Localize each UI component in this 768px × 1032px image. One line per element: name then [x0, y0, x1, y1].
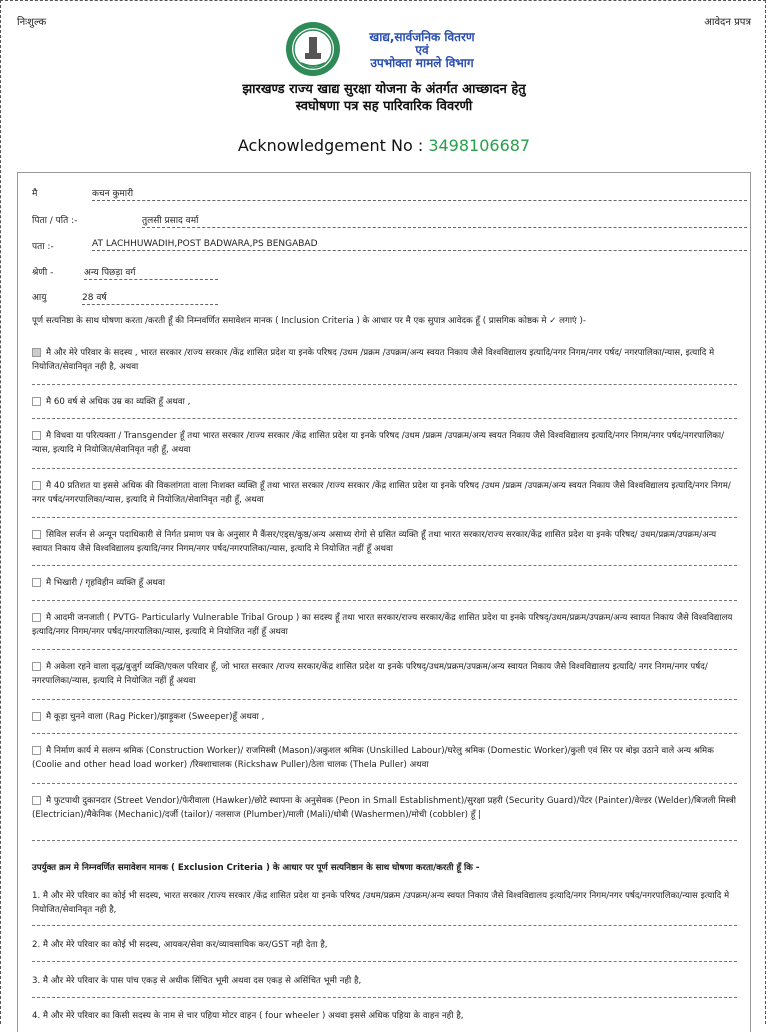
- father-label: पिता / पति :-: [32, 216, 78, 226]
- dashed-separator: [32, 997, 737, 998]
- exclusion-item: 2. मै और मेरे परिवार का कोई भी सदस्य, आयकर/सेवा कर/व्यावसायिक कर/GST नही देता है,: [32, 940, 328, 950]
- dept-line-3: उपभोक्ता मामले विभाग: [370, 56, 474, 70]
- inclusion-item-text: मै और मेरे परिवार के सदस्य , भारत सरकार /राज्य सरकार /केंद्र शासित प्रदेश या इनके परिषद /उधम /प्रक्रम /उपक्रम/अन्य स्वयत निकाय जैसे विश्वविद्यालय इत्यादि/नगर निगम/नगर पर्षद/ नगरपालिका/न्यास, इत्यादि मे नियोजित/सेवानिवृत नही है, अथवा: [32, 348, 715, 372]
- free-label: निःशुल्क: [17, 17, 47, 28]
- category-field[interactable]: अन्य पिछड़ा वर्ग: [84, 265, 218, 280]
- inclusion-item: [32, 429, 737, 457]
- address-field[interactable]: AT LACHHUWADIH,POST BADWARA,PS BENGABAD: [92, 239, 747, 251]
- inclusion-item-text: मै 40 प्रतिशत या इससे अधिक की विकलांगता वाला निःशक्त व्यक्ति हूँ तथा भारत सरकार /राज्य सरकार /केंद्र शासित प्रदेश या इनके परिषद /उधम /प्रक्रम /उपक्रम/अन्य स्वयत निकाय जैसे विश्वविद्यालय इत्यादि/नगर निगम/नगर पर्षद/नगरपालिका/न्यास, इत्यादि मे नियोजित/सेवानिवृत नही हूँ, अथवा: [32, 481, 731, 505]
- inclusion-item-text: मै फुटपाथी दुकानदार (Street Vendor)/फेरीवाला (Hawker)/छोटे स्थापना के अनुसेवक (Peon in Small Establishment)/सुरक्षा प्रहरी (Security Guard)/पेंटर (Painter)/वेल्डर (Welder)/बिजली मिस्त्री (Electrician)/मैकेनिक (Mechanic)/दर्जी (tailor)/ नलसाज (Plumber)/माली (Mali)/धोबी (Washermen)/मोची (cobbler) हूँ |: [32, 796, 736, 820]
- dashed-separator: [32, 468, 737, 469]
- acknowledgement: [1, 136, 767, 155]
- inclusion-intro: पूर्ण सत्यनिष्ठा के साथ घोषणा करता /करती हूँ की निम्नवर्णित समावेशन मानक ( Inclusion Criteria ) के आधार पर मै एक सुपात्र आवेदक हूँ ( प्रासगिक कोष्ठक मे ✓ लगाएं )-: [32, 316, 586, 326]
- dashed-separator: [32, 649, 737, 650]
- form-type-label: आवेदन प्रपत्र: [704, 17, 751, 28]
- name-field[interactable]: कचन कुमारी: [92, 186, 747, 201]
- father-field[interactable]: तुलसी प्रसाद वर्मा: [142, 213, 747, 228]
- inclusion-checkbox[interactable]: [32, 481, 41, 490]
- address-label: पता :-: [32, 242, 54, 252]
- inclusion-checkbox[interactable]: [32, 746, 41, 755]
- inclusion-item: [32, 794, 737, 822]
- inclusion-item-text: मै 60 वर्ष से अधिक उम्र का व्यक्ति हूँ अथवा ,: [46, 397, 191, 407]
- dashed-separator: [32, 517, 737, 518]
- inclusion-checkbox[interactable]: [32, 578, 41, 587]
- ack-label: Acknowledgement No :: [237, 136, 429, 155]
- inclusion-item-text: मै विधवा या परित्यक्ता / Transgender हूँ तथा भारत सरकार /राज्य सरकार /केंद्र शासित प्रदेश या इनके परिषद /उधम /प्रक्रम /उपक्रम/अन्य स्वयत निकाय जैसे विश्वविद्यालय इत्यादि/नगर निगम/नगर पर्षद/नगरपालिका/न्यास, इत्यादि मे नियोजित/सेवानिवृत नही हूँ, अथवा: [32, 431, 725, 455]
- category-label: श्रेणी -: [32, 268, 54, 278]
- inclusion-checkbox[interactable]: [32, 712, 41, 721]
- age-label: आयु: [32, 293, 47, 303]
- age-field[interactable]: 28 वर्ष: [82, 290, 218, 305]
- inclusion-item-text: मै कूड़ा चुनने वाला (Rag Picker)/झाड़ूकश (Sweeper)हूँ अथवा ,: [46, 712, 265, 722]
- department-name: [347, 31, 497, 70]
- inclusion-item: [32, 528, 737, 556]
- inclusion-item: [32, 744, 737, 772]
- inclusion-item-text: सिविल सर्जन से अन्यून पदाधिकारी से निर्गत प्रमाण पत्र के अनुसार मै कैंसर/एड्स/कुष्ठ/अन्य असाध्य रोगो से ग्रसित व्यक्ति हूँ तथा भारत सरकार/राज्य सरकार/केंद्र शासित प्रदेश या इनके परिषद/ उधम/प्रक्रम/उपक्रम/अन्य स्वायत निकाय जैसे विश्वविद्यालय इत्यादि/नगर निगम/नगर पर्षद/नगरपालिका/न्यास, इत्यादि मे नियोजित नहीं हूँ अथवा: [32, 530, 717, 554]
- form-title-line-1: झारखण्ड राज्य खाद्य सुरक्षा योजना के अंतर्गत आच्छादन हेतु: [242, 82, 526, 97]
- inclusion-item: [32, 479, 737, 507]
- dept-line-2: एवं: [415, 43, 429, 57]
- jharkhand-emblem-icon: [285, 21, 341, 77]
- dashed-separator: [32, 384, 737, 385]
- dashed-separator: [32, 840, 737, 841]
- exclusion-item: 4. मै और मेरे परिवार का किसी सदस्य के नाम से चार पहिया मोटर वाहन ( four wheeler ) अथवा इससे अधिक पहिया के वाहन नही है,: [32, 1011, 464, 1021]
- inclusion-item-text: मै अकेला रहने वाला वृद्ध/बुजुर्ग व्यक्ति/एकल परिवार हूँ, जो भारत सरकार /राज्य सरकार/केंद्र शासित प्रदेश या इनके परिषद्/उधम/प्रक्रम/उपक्रम/अन्य स्वायत निकाय जैसे विश्वविद्यालय इत्यादि/ नगर निगम/नगर पर्षद/नगरपालिका/न्यास, इत्यादि मे नियोजित नहीं हूँ अथवा: [32, 662, 708, 686]
- dashed-separator: [32, 699, 737, 700]
- inclusion-checkbox[interactable]: [32, 530, 41, 539]
- inclusion-checkbox[interactable]: [32, 662, 41, 671]
- dashed-separator: [32, 961, 737, 962]
- inclusion-checkbox[interactable]: [32, 397, 41, 406]
- inclusion-item-text: मै आदमी जनजाती ( PVTG- Particularly Vulnerable Tribal Group ) का सदस्य हूँ तथा भारत सरकार/राज्य सरकार/केंद्र शासित प्रदेश या इनके परिषद्/उधम/प्रक्रम/उपक्रम/अन्य स्वायत निकाय जैसे विश्वविद्यालय इत्यादि/नगर निगम/नगर पर्षद/नगरपालिका/न्यास, इत्यादि मे नियोजित नहीं हूँ अथवा: [32, 613, 733, 637]
- inclusion-item-text: मै भिखारी / गृहविहीन व्यक्ति हूँ अथवा: [46, 578, 165, 588]
- dashed-separator: [32, 418, 737, 419]
- dashed-separator: [32, 565, 737, 566]
- inclusion-item-text: मै निर्माण कार्य मे सलग्न श्रमिक (Construction Worker)/ राजमिस्त्री (Mason)/अकुशल श्रमिक (Unskilled Labour)/घरेलु श्रमिक (Domestic Worker)/कुली एवं सिर पर बोझ उठाने वाले अन्य श्रमिक (Coolie and other head load worker) /रिक्शाचालक (Rickshaw Puller)/ठेला चालक (Thela Puller) अथवा: [32, 746, 714, 770]
- dashed-separator: [32, 783, 737, 784]
- inclusion-checkbox[interactable]: [32, 796, 41, 805]
- exclusion-item: 1. मै और मेरे परिवार का कोई भी सदस्य, भारत सरकार /राज्य सरकार /केंद्र शासित प्रदेश या इनके परिषद /उधम/प्रक्रम /उपक्रम/अन्य स्वयत निकाय जैसे विश्वविद्यालय इत्यादि/नगर निगम/नगर पर्षद/नगरपालिका/न्यास इत्यादि मे नियोजित/सेवानिवृत नही है,: [32, 891, 730, 915]
- exclusion-intro: उपर्युक्त क्रम मे निम्नवर्णित समावेशन मानक ( Exclusion Criteria ) के आधार पर पूर्ण सत्यनिष्ठान के साथ घोषणा करता/करती हूँ कि -: [32, 863, 480, 873]
- dashed-separator: [32, 600, 737, 601]
- inclusion-item: [32, 576, 737, 590]
- ack-number: 3498106687: [428, 136, 531, 155]
- inclusion-item: [32, 660, 737, 688]
- inclusion-item: [32, 710, 737, 724]
- exclusion-item: 3. मै और मेरे परिवार के पास पांच एकड़ से अधीक सिंचित भूमी अथवा दस एकड़ से असिंचित भूमी नही है,: [32, 976, 362, 986]
- inclusion-checkbox[interactable]: [32, 613, 41, 622]
- dashed-separator: [32, 733, 737, 734]
- inclusion-item: [32, 346, 737, 374]
- declaration-form: [17, 172, 751, 1032]
- inclusion-item: [32, 395, 737, 409]
- form-title-line-2: स्वघोषणा पत्र सह पारिवारिक विवरणी: [295, 99, 473, 114]
- dept-line-1: खाद्य,सार्वजनिक वितरण: [369, 30, 475, 44]
- inclusion-checkbox[interactable]: [32, 348, 41, 357]
- dashed-separator: [32, 925, 737, 926]
- inclusion-item: [32, 611, 737, 639]
- inclusion-checkbox[interactable]: [32, 431, 41, 440]
- name-label: मै: [32, 189, 38, 199]
